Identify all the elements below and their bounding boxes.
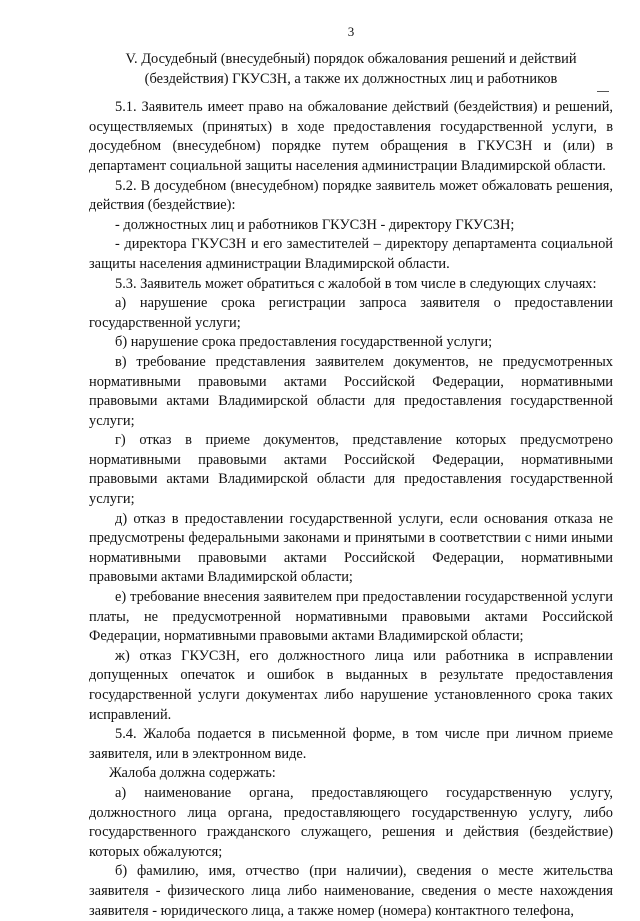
scan-artifact-mark bbox=[597, 91, 609, 92]
paragraph-5-3-item-zh: ж) отказ ГКУСЗН, его должностного лица или работника в исправлении допущенных опечаток и ошибок в выданных в результате предоставления государственной услуги документах либо нарушение установленного срока таких исправлений. bbox=[89, 647, 613, 723]
paragraph-5-3-item-d: д) отказ в предоставлении государственной услуги, если основания отказа не предусмотрены федеральными законами и принятыми в соответствии с ними иными нормативными правовыми актами Российской Федерации, нормативными правовыми актами Владимирской области; bbox=[89, 510, 613, 586]
page-number: 3 bbox=[347, 24, 355, 39]
paragraph-5-4: 5.4. Жалоба подается в письменной форме, в том числе при личном приеме заявителя, или в электронном виде. bbox=[89, 726, 613, 762]
section-heading bbox=[89, 50, 613, 89]
section-heading-line-2: (бездействия) ГКУСЗН, а также их должностных лиц и работников bbox=[144, 70, 558, 87]
paragraph-5-3-item-b: б) нарушение срока предоставления государственной услуги; bbox=[115, 334, 493, 351]
paragraph-5-2-item-b: - директора ГКУСЗН и его заместителей – директору департамента социальной защиты населения администрации Владимирской области. bbox=[89, 236, 613, 272]
paragraph-5-2: 5.2. В досудебном (внесудебном) порядке заявитель может обжаловать решения, действия (бездействие): bbox=[89, 177, 613, 214]
paragraph-5-3-item-g: г) отказ в приеме документов, представление которых предусмотрено нормативными правовыми актами Российской Федерации, нормативными правовыми актами Владимирской области для предоставления государственной услуги; bbox=[89, 432, 613, 508]
paragraph-5-3-item-a: а) нарушение срока регистрации запроса заявителя о предоставлении государственной услуги; bbox=[89, 295, 613, 331]
paragraph-complaint-contents-item-a: а) наименование органа, предоставляющего государственную услугу, должностного лица органа, предоставляющего государственную услугу, либо государственного гражданского служащего, решения и действия (бездействие) которых обжалуются; bbox=[89, 784, 613, 860]
paragraph-complaint-contents-item-b: б) фамилию, имя, отчество (при наличии), сведения о месте жительства заявителя - физического лица либо наименование, сведения о месте нахождения заявителя - юридического лица, а также номер (номера) контактного телефона, bbox=[89, 863, 613, 919]
paragraph-5-3-item-v: в) требование представления заявителем документов, не предусмотренных нормативными правовыми актами Российской Федерации, нормативными правовыми актами Владимирской области для предоставления государственной услуги; bbox=[89, 353, 613, 429]
paragraph-5-3: 5.3. Заявитель может обратиться с жалобой в том числе в следующих случаях: bbox=[115, 275, 597, 292]
paragraph-5-3-item-e: е) требование внесения заявителем при предоставлении государственной услуги платы, не предусмотренной нормативными правовыми актами Российской Федерации, нормативными правовыми актами Владимирской области; bbox=[89, 589, 613, 645]
section-heading-line-1: V. Досудебный (внесудебный) порядок обжалования решений и действий bbox=[125, 51, 577, 67]
paragraph-complaint-contents: Жалоба должна содержать: bbox=[109, 765, 276, 782]
paragraph-5-1: 5.1. Заявитель имеет право на обжалование действий (бездействия) и решений, осуществляемых (принятых) в ходе предоставления государственной услуги, в досудебном (внесудебном) порядке путем обращения в ГКУСЗН и (или) в департамент социальной защиты населения администрации Владимирской области. bbox=[89, 99, 613, 174]
paragraph-5-2-item-a: - должностных лиц и работников ГКУСЗН - директору ГКУСЗН; bbox=[115, 216, 515, 233]
